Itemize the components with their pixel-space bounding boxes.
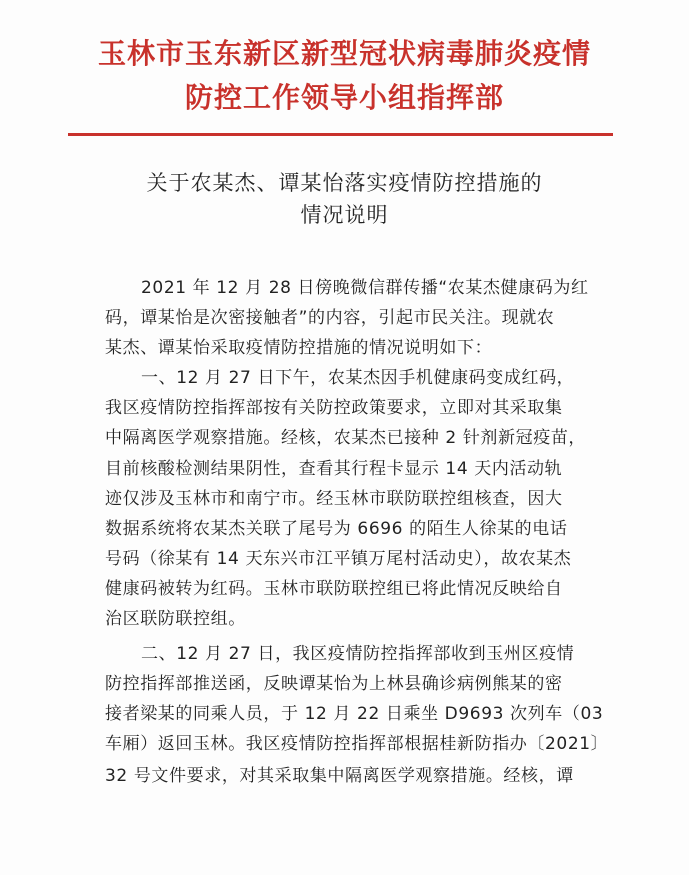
title-line-2: 情况说明	[300, 203, 389, 227]
body-line: 迹仅涉及玉林市和南宁市。经玉林市联防联控组核查，因大	[105, 489, 563, 509]
body-line: 健康码被转为红码。玉林市联防联控组已将此情况反映给自	[105, 579, 563, 599]
body-line: 车厢）返回玉林。我区疫情防控指挥部根据桂新防指办〔2021〕	[105, 734, 609, 754]
body-line: 2021 年 12 月 28 日傍晚微信群传播“农某杰健康码为红	[141, 278, 589, 298]
body-line: 防控指挥部推送函，反映谭某怡为上林县确诊病例熊某的密	[105, 674, 563, 694]
body-line: 数据系统将农某杰关联了尾号为 6696 的陌生人徐某的电话	[105, 519, 568, 539]
body-line: 中隔离医学观察措施。经核，农某杰已接种 2 针剂新冠疫苗，	[105, 428, 587, 448]
body-line: 接者梁某的同乘人员，于 12 月 22 日乘坐 D9693 次列车（03	[105, 704, 604, 724]
header-divider	[68, 133, 613, 136]
body-line: 号码（徐某有 14 天东兴市江平镇万尾村活动史），故农某杰	[105, 549, 572, 569]
body-line: 码，谭某怡是次密接触者”的内容，引起市民关注。现就农	[105, 308, 555, 328]
body-line: 一、12 月 27 日下午，农某杰因手机健康码变成红码，	[141, 368, 575, 388]
body-line: 目前核酸检测结果阴性，查看其行程卡显示 14 天内活动轨	[105, 459, 563, 479]
title-line-1: 关于农某杰、谭某怡落实疫情防控措施的	[146, 171, 543, 195]
header-line-1: 玉林市玉东新区新型冠状病毒肺炎疫情	[97, 37, 591, 70]
body-line: 二、12 月 27 日，我区疫情防控指挥部收到玉州区疫情	[141, 644, 575, 664]
body-line: 我区疫情防控指挥部按有关防控政策要求，立即对其采取集	[105, 398, 563, 418]
header-line-2: 防控工作领导小组指挥部	[184, 81, 504, 114]
body-line: 某杰、谭某怡采取疫情防控措施的情况说明如下：	[105, 338, 493, 358]
body-line: 32 号文件要求，对其采取集中隔离医学观察措施。经核，谭	[105, 766, 574, 786]
body-line: 治区联防联控组。	[105, 609, 246, 629]
